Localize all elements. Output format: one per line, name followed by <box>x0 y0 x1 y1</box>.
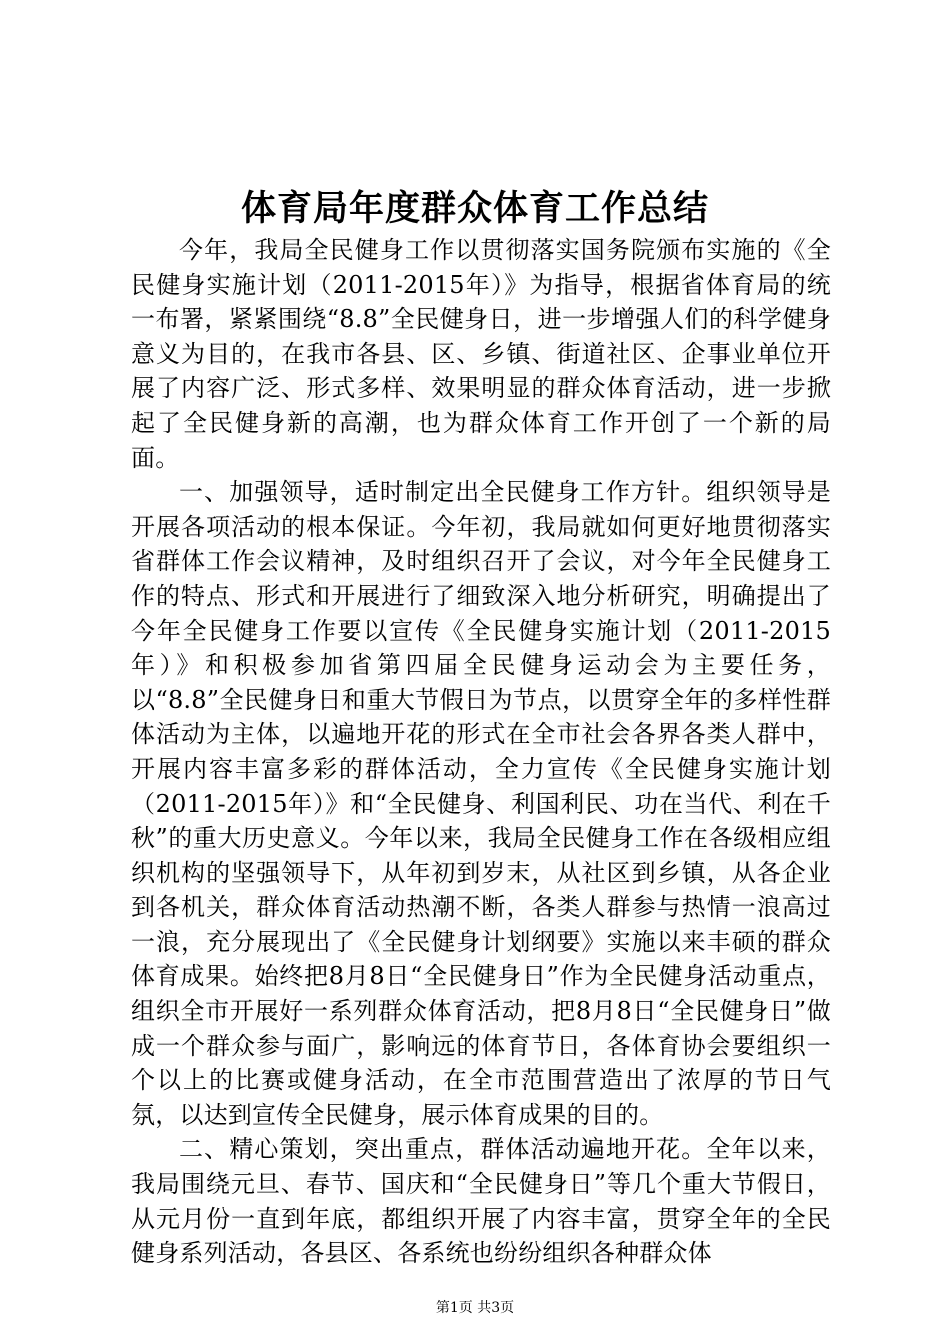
paragraph-section-2: 二、精心策划，突出重点，群体活动遍地开花。全年以来，我局围绕元旦、春节、国庆和“全民健身日”等几个重大节假日，从元月份一直到年底，都组织开展了内容丰富，贯穿全年的全民健身系列活动，各县区、各系统也纷纷组织各种群众体 <box>131 1135 831 1268</box>
page-title: 体育局年度群众体育工作总结 <box>240 189 709 229</box>
paragraph-section-1: 一、加强领导，适时制定出全民健身工作方针。组织领导是开展各项活动的根本保证。今年初，我局就如何更好地贯彻落实省群体工作会议精神，及时组织召开了会议，对今年全民健身工作的特点、形式和开展进行了细致深入地分析研究，明确提出了今年全民健身工作要以宣传《全民健身实施计划（2011-2015年）》和积极参加省第四届全民健身运动会为主要任务，以“8.8”全民健身日和重大节假日为节点，以贯穿全年的多样性群体活动为主体，以遍地开花的形式在全市社会各界各类人群中，开展内容丰富多彩的群体活动，全力宣传《全民健身实施计划（2011-2015年）》和“全民健身、利国利民、功在当代、利在千秋”的重大历史意义。今年以来，我局全民健身工作在各级相应组织机构的坚强领导下，从年初到岁末，从社区到乡镇，从各企业到各机关，群众体育活动热潮不断，各类人群参与热情一浪高过一浪，充分展现出了《全民健身计划纲要》实施以来丰硕的群众体育成果。始终把8月8日“全民健身日”作为全民健身活动重点，组织全市开展好一系列群众体育活动，把8月8日“全民健身日”做成一个群众参与面广，影响远的体育节日，各体育协会要组织一个以上的比赛或健身活动，在全市范围营造出了浓厚的节日气氛，以达到宣传全民健身，展示体育成果的目的。 <box>131 478 831 1129</box>
page-number-footer: 第1页 共3页 <box>435 1300 515 1316</box>
document-body <box>131 233 831 1271</box>
paragraph-intro: 今年，我局全民健身工作以贯彻落实国务院颁布实施的《全民健身实施计划（2011-2015年）》为指导，根据省体育局的统一布署，紧紧围绕“8.8”全民健身日，进一步增强人们的科学健身意义为目的，在我市各县、区、乡镇、街道社区、企事业单位开展了内容广泛、形式多样、效果明显的群众体育活动，进一步掀起了全民健身新的高潮，也为群众体育工作开创了一个新的局面。 <box>131 236 831 472</box>
